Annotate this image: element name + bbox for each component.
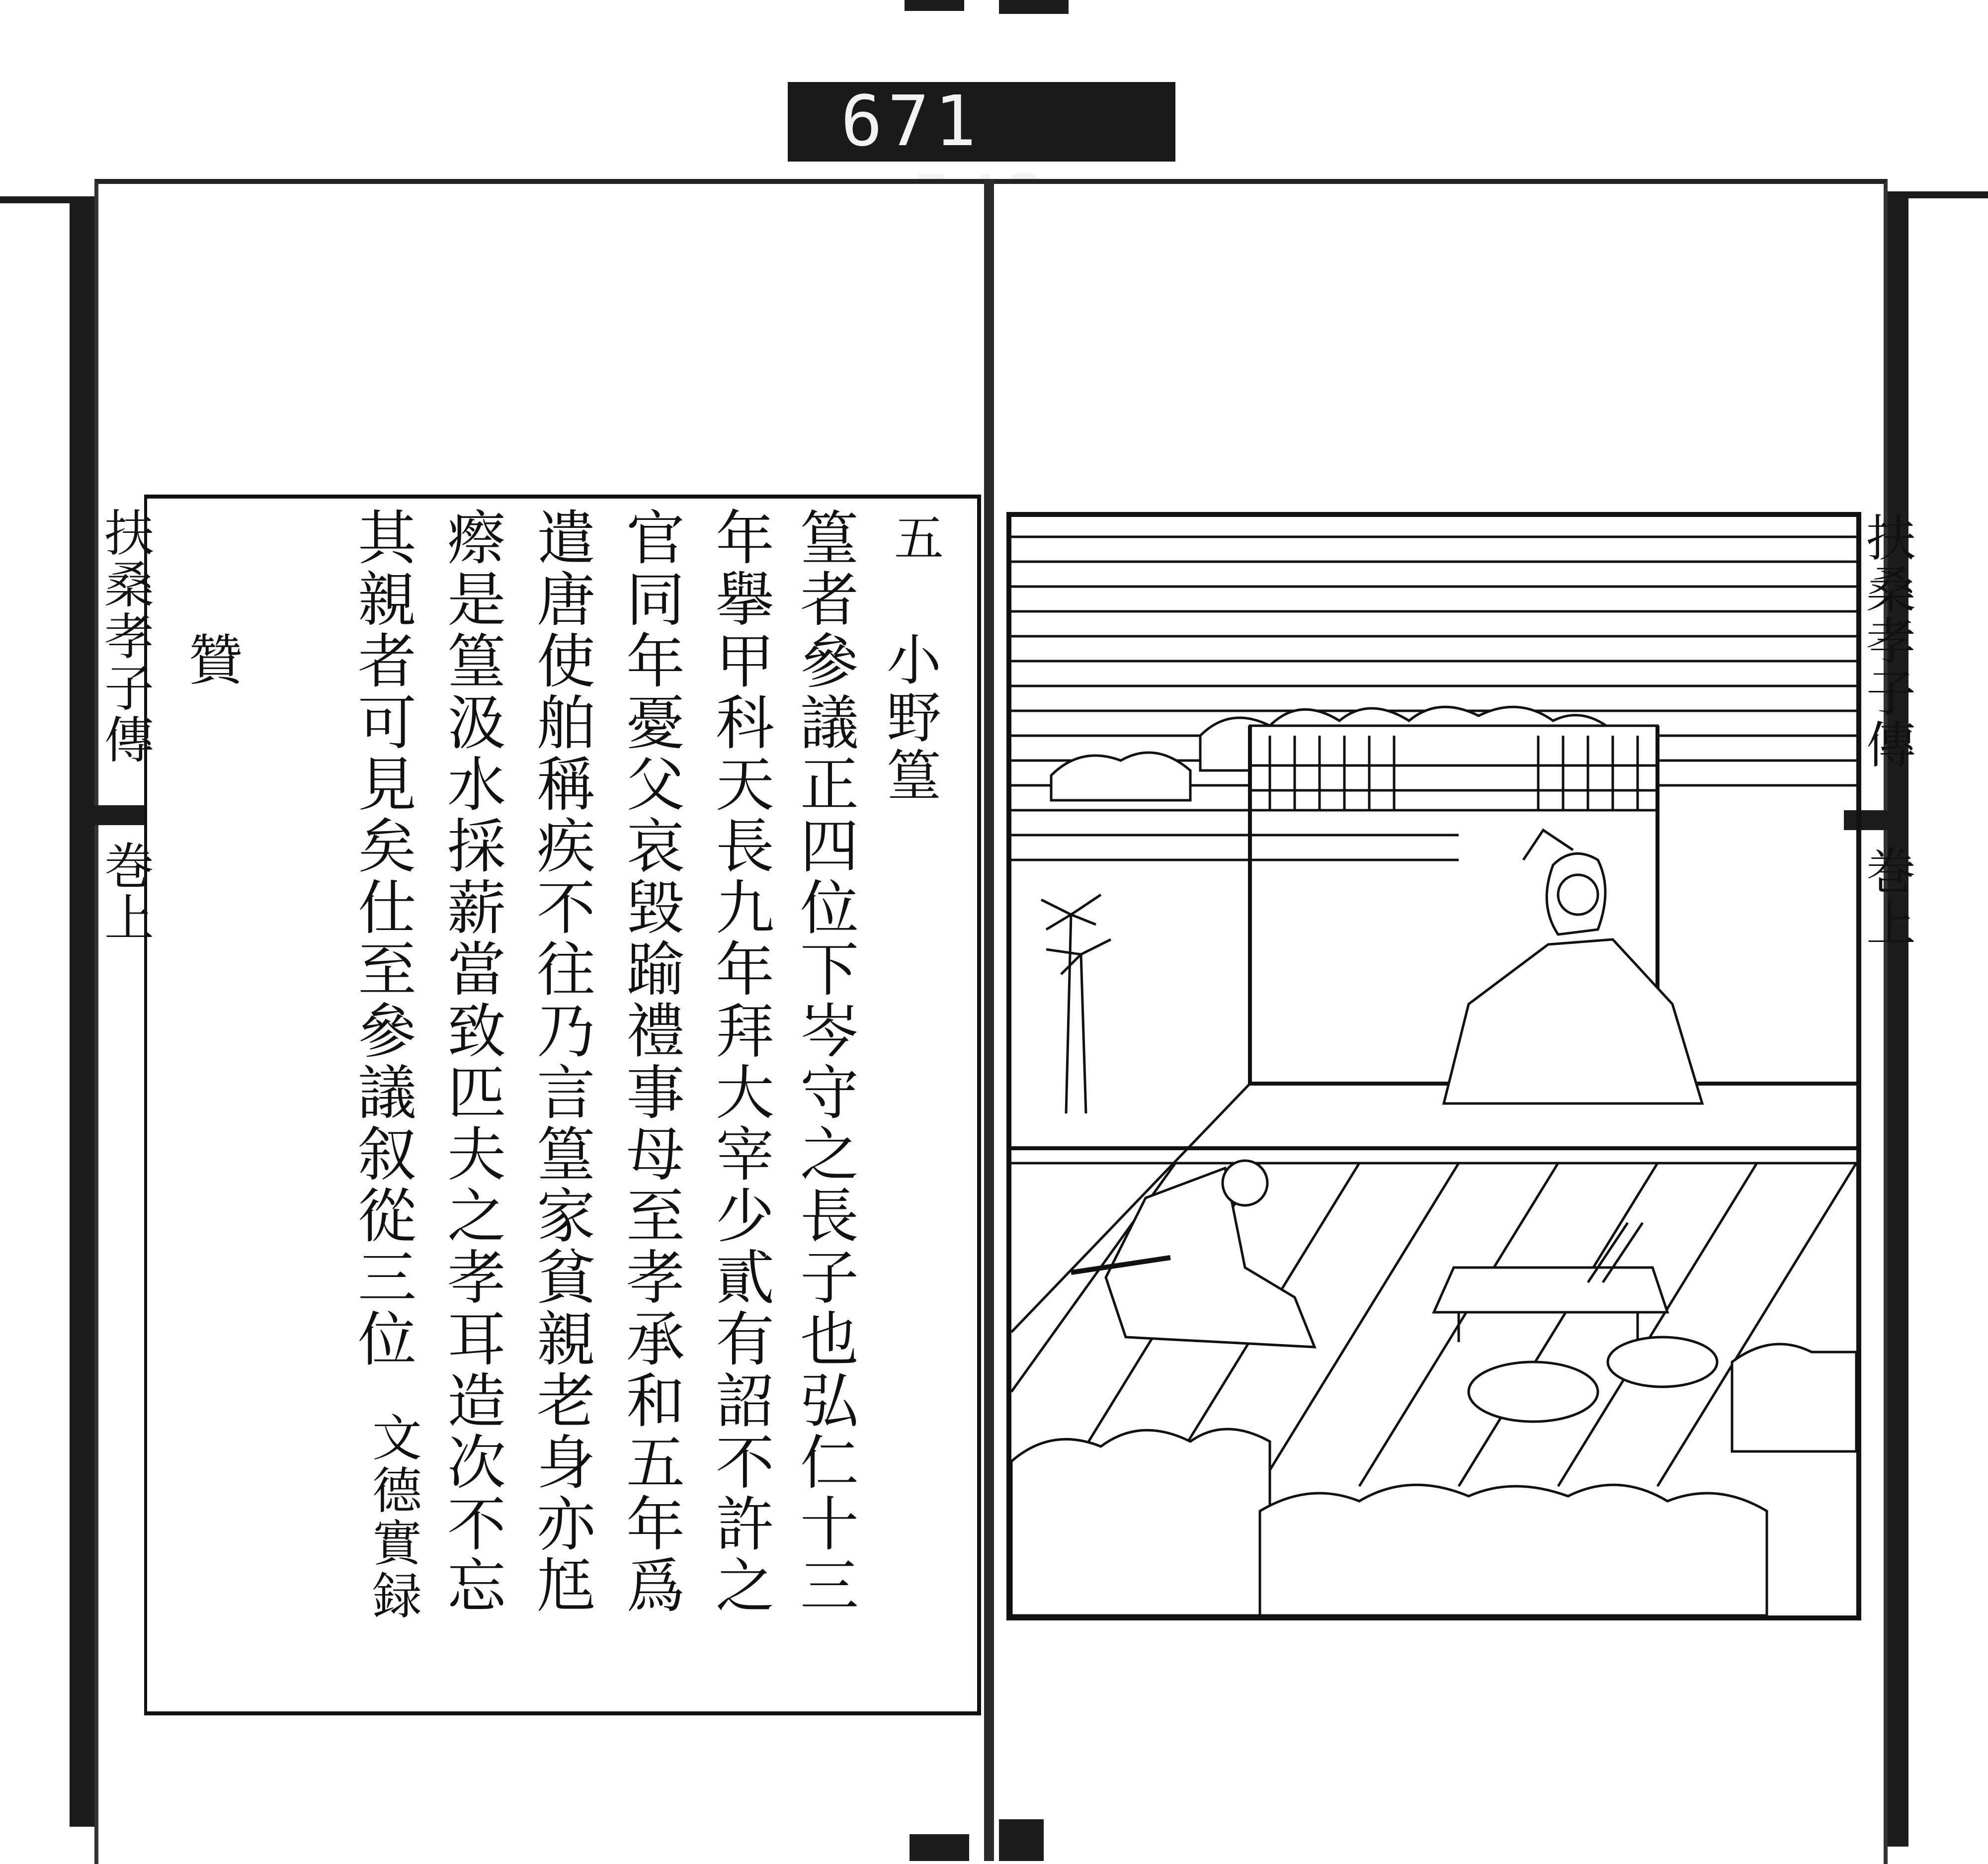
baskets xyxy=(1469,1337,1717,1422)
servant-bowing xyxy=(1071,1161,1315,1347)
entry-name: 小野篁 xyxy=(878,631,941,804)
binding-fragment-top-2 xyxy=(999,0,1069,14)
binding-fragment-top xyxy=(905,0,964,11)
body-column-3: 官同年憂父哀毀踰禮事母至孝承和五年爲 xyxy=(616,507,685,1616)
right-spine-volume: 巻上 xyxy=(1858,845,1916,948)
appraisal-label: 贊 xyxy=(179,631,243,689)
left-spine-volume: 巻上 xyxy=(96,840,154,943)
body-column-2: 年擧甲科天長九年拜大宰少貳有詔不許之 xyxy=(706,507,774,1616)
body-column-4: 遣唐使舶稱疾不往乃言篁家貧親老身亦尪 xyxy=(527,507,595,1616)
illustration xyxy=(1011,517,1856,1615)
catalog-number-label xyxy=(788,82,1175,162)
body-column-5: 瘵是篁汲水採薪當致匹夫之孝耳造次不忘 xyxy=(437,507,506,1616)
binding-fragment-bottom-2 xyxy=(999,1819,1044,1861)
page-gutter xyxy=(984,179,994,1861)
right-spine-title: 扶桑孝子傳 xyxy=(1858,512,1916,770)
left-spine xyxy=(82,492,154,1660)
catalog-number-left: 671 xyxy=(840,81,982,162)
lattice-window xyxy=(1250,726,1657,810)
binding-fragment-bottom xyxy=(910,1834,969,1861)
entry-number: 五 xyxy=(886,512,944,565)
cloud-bottom-center xyxy=(1260,1485,1767,1615)
cloud-left xyxy=(1051,753,1190,800)
nobleman-seated xyxy=(1444,830,1702,1103)
body-column-6: 其親者可見矣仕至參議叙從三位 xyxy=(348,507,416,1370)
illustration-frame xyxy=(1006,512,1861,1620)
body-column-1: 篁者參議正四位下岑守之長子也弘仁十三 xyxy=(790,507,859,1616)
left-spine-divider xyxy=(82,805,147,825)
left-spine-title: 扶桑孝子傳 xyxy=(96,507,154,765)
cloud-bottom-left xyxy=(1011,1429,1270,1615)
low-table xyxy=(1434,1223,1667,1342)
source-citation: 文德實録 xyxy=(364,1412,422,1622)
cloud-bottom-right xyxy=(1732,1344,1856,1451)
bamboo-plant xyxy=(1041,895,1111,1113)
